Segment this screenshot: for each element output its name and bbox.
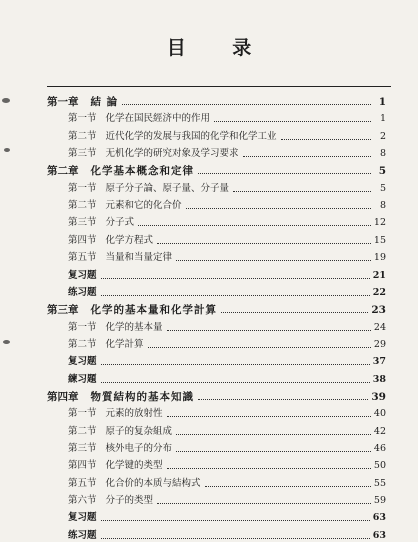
toc-entry-title: 化学键的类型 (105, 460, 163, 472)
toc-section-row (68, 404, 386, 420)
toc-page-number: 63 (372, 529, 386, 541)
toc-page-number: 29 (373, 338, 386, 350)
toc-page-number: 5 (378, 165, 386, 178)
toc-page-number: 63 (372, 512, 386, 524)
toc-page-number: 1 (379, 113, 386, 125)
toc-page-number: 15 (373, 234, 386, 246)
toc-entry-title: 当量和当量定律 (105, 252, 173, 264)
dot-leader (101, 295, 370, 296)
toc-entry-title: 化学的基本量和化学計算 (90, 304, 217, 317)
toc-page-number: 24 (373, 321, 386, 333)
toc-page-number: 2 (379, 130, 386, 142)
toc-entry-number: 第五节 (68, 477, 97, 489)
toc-page-number: 21 (372, 269, 386, 281)
toc-page-number: 39 (371, 390, 386, 403)
toc-section-row (68, 127, 386, 143)
dot-leader (186, 208, 371, 209)
dot-leader (281, 139, 371, 140)
dot-leader (176, 451, 371, 452)
toc-page-number: 40 (373, 408, 386, 420)
dot-leader (157, 243, 371, 244)
dot-leader (157, 503, 371, 504)
dot-leader (167, 330, 371, 331)
dot-leader (243, 156, 371, 157)
toc-entry-number: 第二章 (47, 165, 79, 178)
toc-section-row (68, 456, 386, 472)
toc-page-number: 55 (373, 477, 386, 489)
toc-entry-title: 化学在国民經济中的作用 (105, 113, 211, 125)
toc-section-row (68, 109, 386, 125)
toc-entry-number: 第三节 (68, 148, 97, 160)
toc-entry-number: 第二节 (68, 130, 97, 142)
toc-chapter-row (47, 161, 386, 177)
toc-page-number: 22 (372, 286, 386, 298)
toc-entry-number: 第一节 (68, 408, 97, 420)
dot-leader (176, 434, 371, 435)
toc-entry-number: 第三节 (68, 217, 97, 229)
toc-entry-number: 练习题 (68, 529, 97, 541)
toc-entry-number: 练习题 (68, 286, 97, 298)
toc-entry-title: 化合价的本质与結构式 (105, 477, 201, 489)
toc-page-number: 5 (379, 182, 386, 194)
dot-leader (198, 173, 371, 174)
toc-entry-number: 第一节 (68, 182, 97, 194)
toc-page-number: 12 (373, 217, 386, 229)
toc-section-row (68, 231, 386, 247)
toc-page-number: 23 (371, 304, 386, 317)
toc-entry-title: 无机化学的研究对象及学习要求 (105, 148, 239, 160)
toc-entry-number: 練习題 (68, 373, 97, 385)
dot-leader (176, 260, 371, 261)
toc-entry-title: 核外电子的分布 (105, 443, 173, 454)
toc-entry-title: 化学的基本量 (105, 321, 163, 333)
dot-leader (148, 347, 371, 348)
toc-entry-number: 第一章 (47, 96, 79, 108)
toc-entry-title: 原子分子論、原子量、分子量 (105, 182, 230, 194)
toc-section-row (68, 474, 386, 490)
toc-entry-title: 近代化学的发展与我国的化学和化学工业 (105, 130, 277, 142)
dot-leader (122, 104, 371, 105)
toc-entry-number: 第五节 (68, 252, 97, 264)
toc-entry-number: 复习题 (68, 269, 97, 281)
toc-page-number: 8 (379, 148, 386, 160)
scan-smudge (4, 148, 10, 152)
dot-leader (221, 312, 368, 313)
toc-page-number: 42 (373, 425, 386, 437)
toc-section-row (68, 179, 386, 195)
dot-leader (214, 121, 371, 122)
toc-page-number: 50 (373, 460, 386, 472)
toc-exercise-row (68, 283, 386, 299)
dot-leader (167, 416, 371, 417)
toc-entry-number: 第三节 (68, 443, 97, 454)
toc-entry-title: 分子的类型 (105, 495, 154, 507)
dot-leader (101, 364, 370, 365)
toc-entry-number: 第二节 (68, 200, 97, 212)
dot-leader (233, 191, 371, 192)
toc-section-row (68, 491, 386, 507)
toc-section-row (68, 213, 386, 229)
dot-leader (198, 399, 368, 400)
dot-leader (101, 278, 370, 279)
toc-entry-title: 化学計算 (105, 338, 144, 350)
toc-section-row (68, 439, 386, 455)
dot-leader (101, 382, 370, 383)
toc-exercise-row (68, 526, 386, 542)
toc-page-number: 1 (378, 96, 386, 108)
toc-entry-title: 物質結构的基本知識 (90, 390, 194, 403)
scan-smudge (2, 98, 10, 103)
dot-leader (138, 225, 371, 226)
dot-leader (205, 486, 371, 487)
toc-section-row (68, 335, 386, 351)
toc-page-number: 38 (372, 373, 386, 385)
dot-leader (101, 538, 370, 539)
toc-entry-title: 化学基本概念和定律 (90, 165, 194, 178)
toc-entry-title: 化学方程式 (105, 234, 154, 246)
toc-entry-number: 第二节 (68, 338, 97, 350)
toc-page-number: 8 (379, 200, 386, 212)
toc-page-number: 37 (372, 356, 386, 368)
toc-chapter-row (47, 300, 386, 316)
toc-entry-number: 第四节 (68, 460, 97, 472)
toc-exercise-row (68, 370, 386, 386)
toc-entry-number: 第二节 (68, 425, 97, 437)
toc-exercise-row (68, 352, 386, 368)
toc-entry-number: 第六节 (68, 495, 97, 507)
toc-section-row (68, 422, 386, 438)
toc-section-row (68, 318, 386, 334)
toc-exercise-row (68, 266, 386, 282)
toc-entry-number: 第四章 (47, 390, 79, 403)
title-rule (47, 86, 391, 87)
dot-leader (101, 520, 370, 521)
toc-entry-number: 第三章 (47, 304, 79, 317)
toc-entry-title: 元素和它的化合价 (105, 200, 182, 212)
scan-smudge (3, 340, 10, 344)
toc-entry-title: 原子的复杂組成 (105, 425, 173, 437)
toc-page-number: 46 (373, 443, 386, 454)
toc-chapter-row (47, 92, 386, 108)
toc-entry-number: 复习题 (68, 512, 97, 524)
toc-exercise-row (68, 508, 386, 524)
toc-entry-number: 第一节 (68, 113, 97, 125)
toc-section-row (68, 144, 386, 160)
toc-page-number: 59 (373, 495, 386, 507)
page-title: 目 录 (166, 37, 272, 59)
toc-entry-title: 元素的放射性 (105, 408, 163, 420)
toc-entry-number: 第四节 (68, 234, 97, 246)
toc-entry-title: 結 論 (90, 96, 119, 108)
toc-entry-number: 第一节 (68, 321, 97, 333)
toc-chapter-row (47, 387, 386, 403)
toc-entry-number: 复习题 (68, 356, 97, 368)
toc-section-row (68, 248, 386, 264)
toc-entry-title: 分子式 (105, 217, 135, 229)
toc-page-number: 19 (373, 252, 386, 264)
toc-section-row (68, 196, 386, 212)
dot-leader (167, 468, 371, 469)
